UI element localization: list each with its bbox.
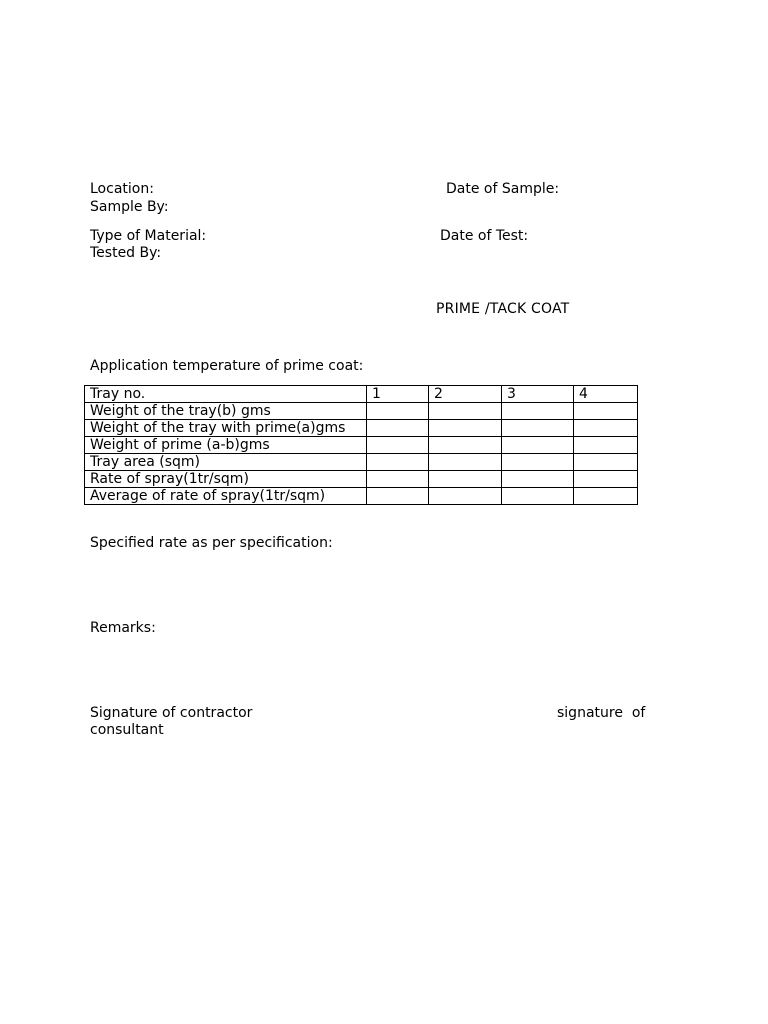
table-cell (502, 454, 574, 471)
application-temperature-label: Application temperature of prime coat: (90, 358, 364, 374)
contractor-signature-label: Signature of contractor (90, 705, 253, 721)
table-header-col-2: 2 (429, 386, 502, 403)
sample-by-label: Sample By: (90, 199, 169, 215)
table-cell (574, 471, 638, 488)
table-cell (502, 437, 574, 454)
date-of-test-label: Date of Test: (440, 228, 529, 244)
table-cell (429, 488, 502, 505)
remarks-label: Remarks: (90, 620, 156, 636)
tested-by-label: Tested By: (90, 245, 162, 261)
location-label: Location: (90, 181, 154, 197)
table-cell (429, 420, 502, 437)
table-cell (574, 403, 638, 420)
row-label: Weight of the tray(b) gms (85, 403, 367, 420)
table-row (85, 454, 638, 471)
table-cell (502, 488, 574, 505)
specified-rate-label: Specified rate as per specification: (90, 535, 333, 551)
table-cell (574, 420, 638, 437)
row-label: Rate of spray(1tr/sqm) (85, 471, 367, 488)
table-header-row (85, 386, 638, 403)
tray-table (84, 385, 638, 505)
table-row (85, 403, 638, 420)
table-header-col-3: 3 (502, 386, 574, 403)
date-of-sample-label: Date of Sample: (446, 181, 560, 197)
table-row (85, 420, 638, 437)
consultant-signature-label: signature of (557, 705, 646, 721)
table-cell (367, 403, 429, 420)
table-cell (367, 471, 429, 488)
table-cell (502, 471, 574, 488)
type-of-material-label: Type of Material: (90, 228, 207, 244)
table-cell (429, 437, 502, 454)
row-label: Weight of prime (a-b)gms (85, 437, 367, 454)
consultant-label-continued: consultant (90, 722, 164, 738)
table-cell (367, 437, 429, 454)
table-cell (502, 403, 574, 420)
table-cell (574, 437, 638, 454)
table-cell (574, 454, 638, 471)
table-header-col-4: 4 (574, 386, 638, 403)
table-cell (367, 420, 429, 437)
table-cell (574, 488, 638, 505)
table-row (85, 437, 638, 454)
page-title: PRIME /TACK COAT (436, 301, 570, 317)
row-label: Average of rate of spray(1tr/sqm) (85, 488, 367, 505)
table-cell (367, 488, 429, 505)
table-cell (429, 403, 502, 420)
row-label: Tray area (sqm) (85, 454, 367, 471)
row-label: Weight of the tray with prime(a)gms (85, 420, 367, 437)
table-row (85, 488, 638, 505)
table-row (85, 471, 638, 488)
table-header-label: Tray no. (85, 386, 367, 403)
table-cell (367, 454, 429, 471)
table-cell (429, 471, 502, 488)
table-cell (502, 420, 574, 437)
table-cell (429, 454, 502, 471)
table-header-col-1: 1 (367, 386, 429, 403)
